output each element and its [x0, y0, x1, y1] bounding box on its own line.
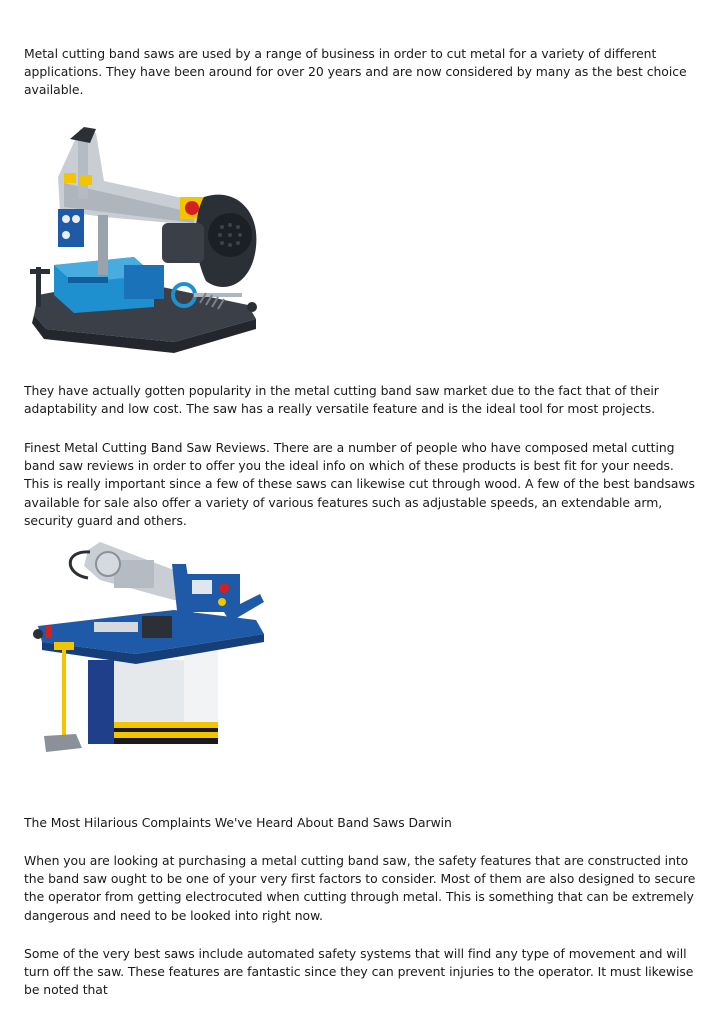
- paragraph-intro: Metal cutting band saws are used by a range of business in order to cut metal for a variety of different applications. They have been around for over 20 years and are now considered by many as the best choice available.: [24, 46, 687, 98]
- paragraph-automated-safety: Some of the very best saws include automated safety systems that will find any type of movement and will turn off the saw. These features are fantastic since they can prevent injuries to the operator. It must likewise be noted that: [24, 946, 694, 998]
- paragraph-reviews: Finest Metal Cutting Band Saw Reviews. There are a number of people who have composed metal cutting band saw reviews in order to offer you the ideal info on which of these products is best fit for your needs. This is really important since a few of these saws can likewise cut through wood. A few of the best bandsaws available for sale also offer a variety of various features such as adjustable speeds, an extendable arm, security guard and others.: [24, 440, 695, 528]
- industrial-band-saw-image: [24, 530, 274, 780]
- paragraph-safety: When you are looking at purchasing a metal cutting band saw, the safety features that are constructed into the band saw ought to be one of your very first factors to consider. Most of them are also designed to secure the operator from getting electrocuted when cutting through metal. This is something that can be extremely dangerous and need to be looked into right now.: [24, 853, 696, 923]
- section-heading: The Most Hilarious Complaints We've Heard About Band Saws Darwin: [24, 815, 452, 830]
- paragraph-popularity: They have actually gotten popularity in the metal cutting band saw market due to the fact that of their adaptability and low cost. The saw has a really versatile feature and is the ideal tool for most projects.: [24, 383, 659, 417]
- portable-band-saw-image: [24, 117, 270, 362]
